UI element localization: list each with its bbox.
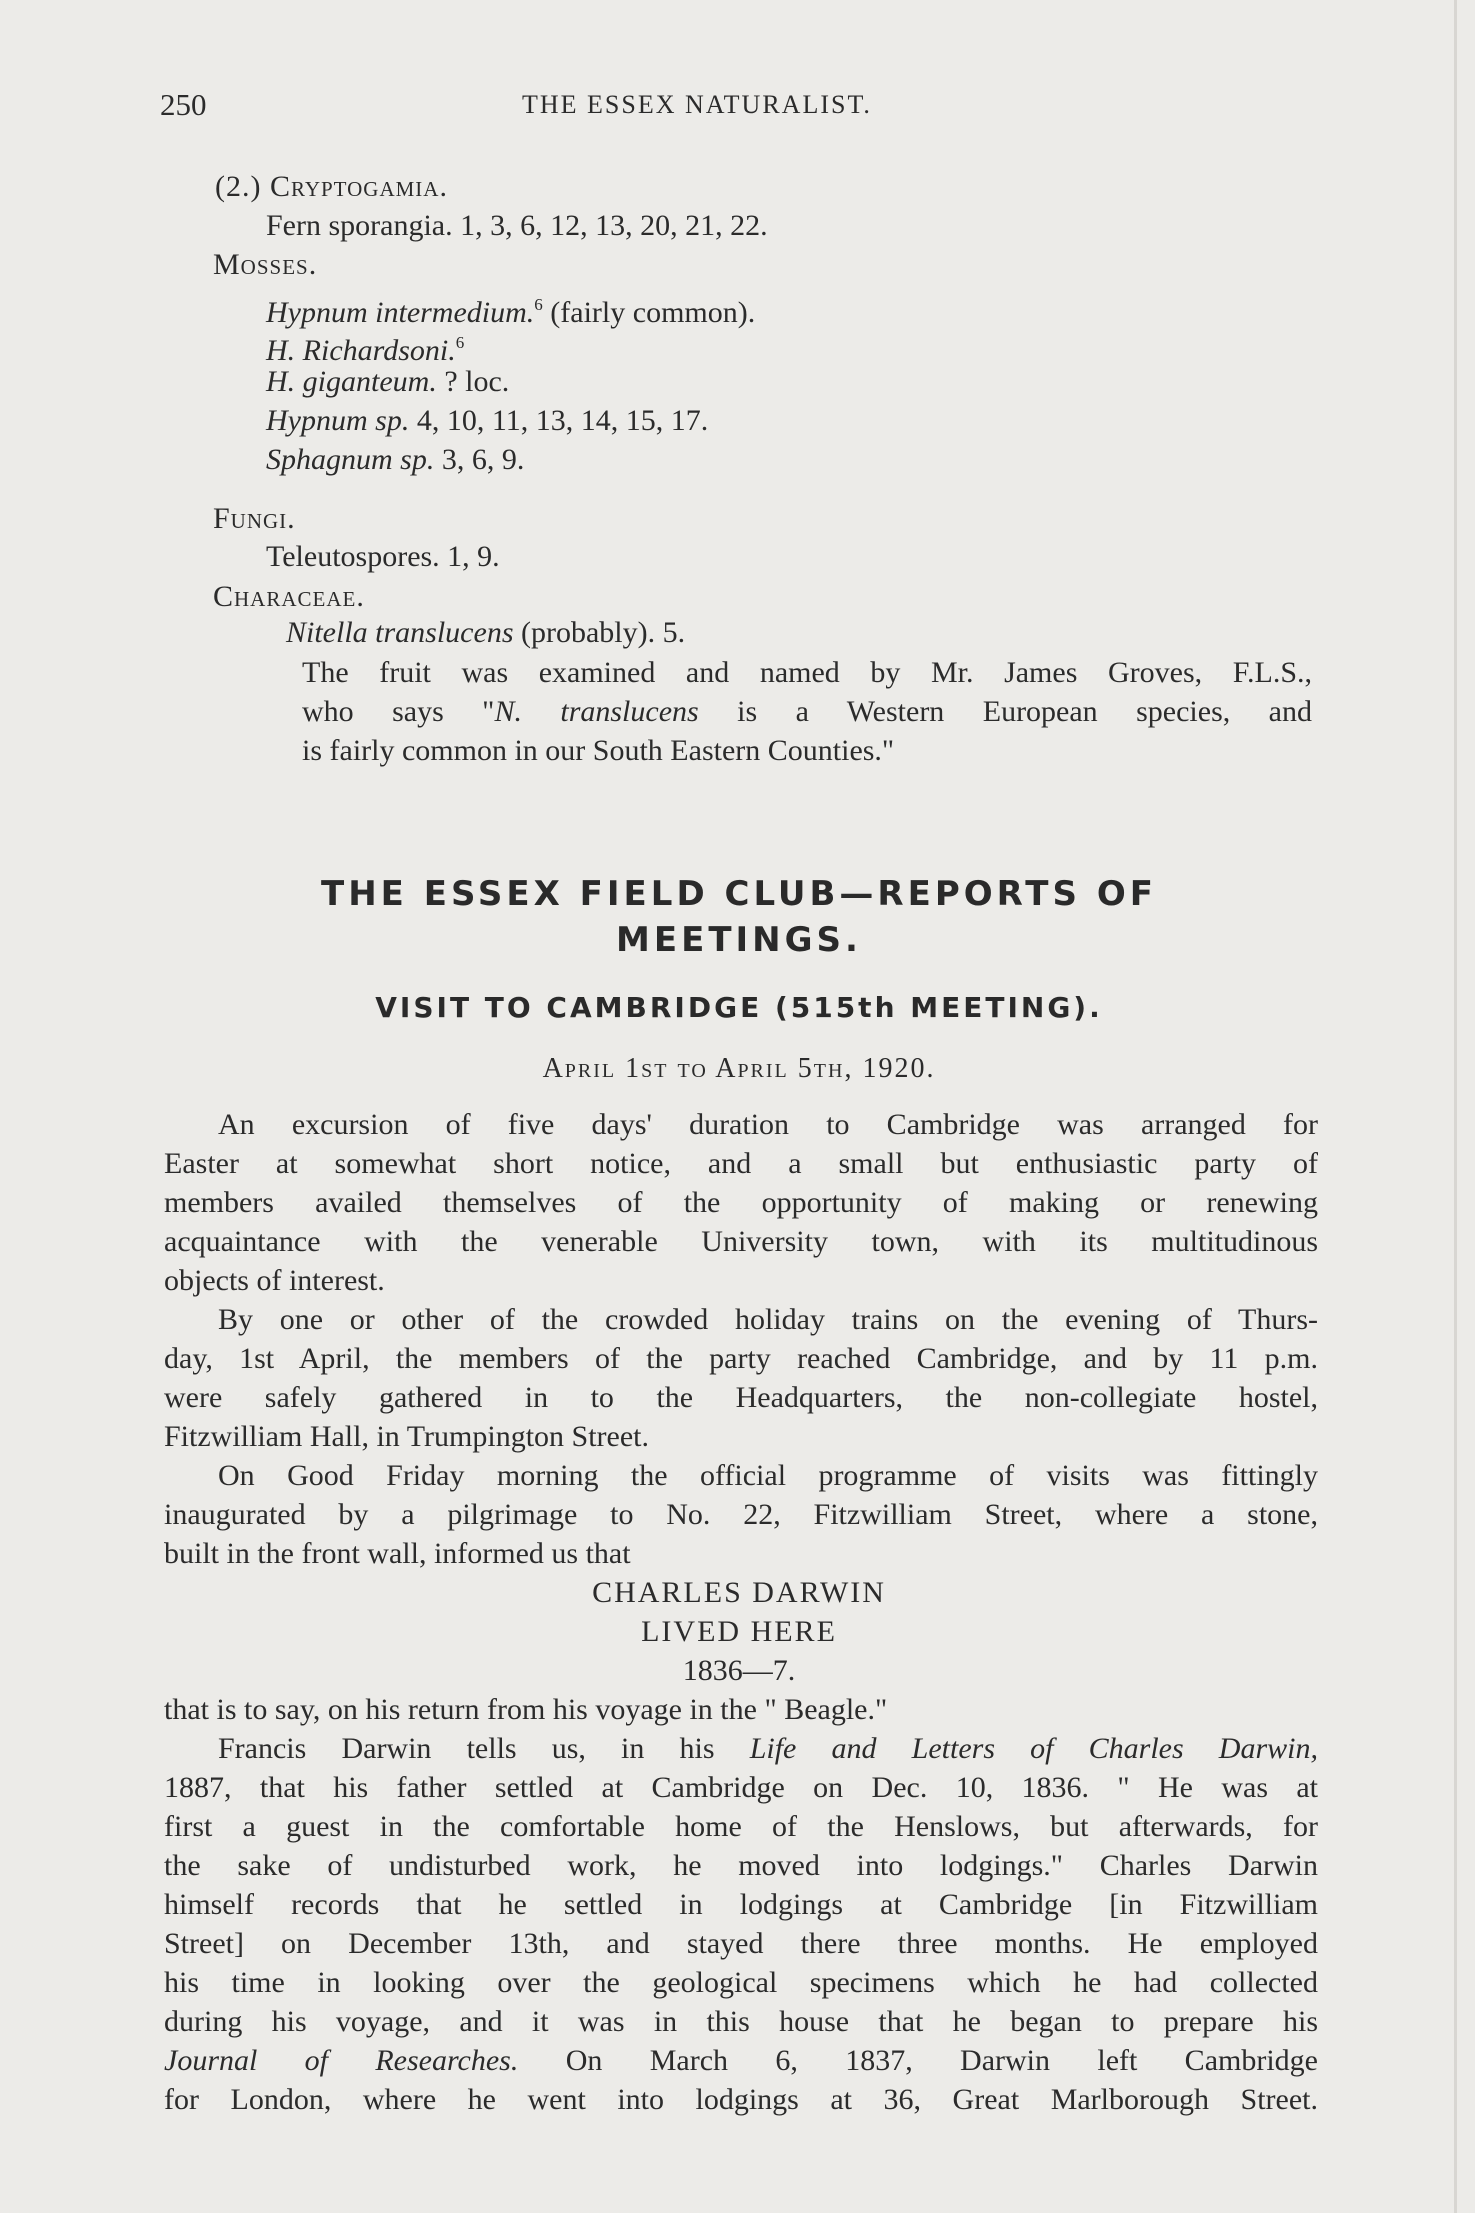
paragraph-line: An excursion of five days' duration to Cambridge was arranged for bbox=[218, 1108, 1318, 1141]
mosses-heading: Mosses. bbox=[213, 248, 318, 281]
paragraph-line bbox=[164, 2042, 1318, 2080]
species-name: H. Richardsoni. bbox=[266, 334, 456, 367]
note-line: is fairly common in our South Eastern Counties." bbox=[302, 734, 895, 767]
meeting-dates: April 1st to April 5th, 1920. bbox=[542, 1053, 936, 1084]
paragraph-line: during his voyage, and it was in this house that he began to prepare his bbox=[164, 2005, 1318, 2038]
fungi-entry: Teleutospores. 1, 9. bbox=[266, 540, 500, 573]
note-text: is a Western European species, and bbox=[698, 695, 1312, 728]
footnote-mark: 6 bbox=[455, 333, 465, 352]
paragraph-line: objects of interest. bbox=[164, 1264, 385, 1297]
running-title: THE ESSEX NATURALIST. bbox=[522, 90, 872, 119]
species-name: Sphagnum sp. bbox=[266, 443, 435, 476]
moss-entry-5 bbox=[266, 441, 524, 479]
species-note: 4, 10, 11, 13, 14, 15, 17. bbox=[409, 404, 709, 437]
inscription-line: 1836—7. bbox=[682, 1654, 796, 1687]
paragraph-line: members availed themselves of the opportunity of making or renewing bbox=[164, 1186, 1318, 1219]
paragraph-line: his time in looking over the geological specimens which he had collected bbox=[164, 1966, 1318, 1999]
paragraph-line: were safely gathered in to the Headquarters, the non-collegiate hostel, bbox=[164, 1381, 1318, 1414]
paragraph-line: Street] on December 13th, and stayed there three months. He employed bbox=[164, 1927, 1318, 1960]
paragraph-line: Easter at somewhat short notice, and a small but enthusiastic party of bbox=[164, 1147, 1318, 1180]
note-line: The fruit was examined and named by Mr. James Groves, F.L.S., bbox=[302, 656, 1312, 689]
page-number: 250 bbox=[160, 87, 207, 122]
paragraph-line: inaugurated by a pilgrimage to No. 22, Fitzwilliam Street, where a stone, bbox=[164, 1498, 1318, 1531]
characeae-heading: Characeae. bbox=[213, 580, 365, 613]
paragraph-line: himself records that he settled in lodgings at Cambridge [in Fitzwilliam bbox=[164, 1888, 1318, 1921]
paragraph-line: On Good Friday morning the official programme of visits was fittingly bbox=[218, 1459, 1318, 1492]
section-title: THE ESSEX FIELD CLUB—REPORTS OF bbox=[321, 874, 1157, 914]
paragraph-line: day, 1st April, the members of the party reached Cambridge, and by 11 p.m. bbox=[164, 1342, 1318, 1375]
species-note: (fairly common). bbox=[542, 296, 756, 329]
inscription-line: CHARLES DARWIN bbox=[592, 1576, 886, 1609]
species-name: Hypnum intermedium. bbox=[266, 296, 535, 329]
paragraph-line: that is to say, on his return from his voyage in the " Beagle." bbox=[164, 1693, 888, 1726]
page-edge-shadow bbox=[1454, 0, 1457, 2213]
note-species: N. translucens bbox=[494, 695, 699, 728]
paragraph-text: On March 6, 1837, Darwin left Cambridge bbox=[518, 2044, 1318, 2077]
paragraph-text: Francis Darwin tells us, in his bbox=[218, 1732, 750, 1765]
cryptogamia-heading: (2.) Cryptogamia. bbox=[215, 170, 448, 203]
section-title-cont: MEETINGS. bbox=[616, 920, 862, 960]
paragraph-line: built in the front wall, informed us that bbox=[164, 1537, 631, 1570]
moss-entry-3 bbox=[266, 363, 509, 401]
footnote-mark: 6 bbox=[534, 295, 543, 314]
paragraph-line: the sake of undisturbed work, he moved into lodgings." Charles Darwin bbox=[164, 1849, 1318, 1882]
species-name: Nitella translucens bbox=[286, 616, 514, 649]
fungi-heading: Fungi. bbox=[213, 502, 296, 535]
nitella-entry bbox=[286, 614, 685, 652]
species-note: ? loc. bbox=[436, 365, 510, 398]
paragraph-line: first a guest in the comfortable home of the Henslows, but afterwards, for bbox=[164, 1810, 1318, 1843]
species-name: Hypnum sp. bbox=[266, 404, 410, 437]
species-note: (probably). 5. bbox=[513, 616, 686, 649]
paragraph-line: By one or other of the crowded holiday trains on the evening of Thurs- bbox=[218, 1303, 1318, 1336]
book-title: Life and Letters of Charles Darwin, bbox=[749, 1732, 1318, 1765]
inscription-line: LIVED HERE bbox=[641, 1615, 837, 1648]
note-line bbox=[302, 693, 1312, 731]
note-text: who says " bbox=[302, 695, 495, 728]
species-name: H. giganteum. bbox=[266, 365, 437, 398]
section-subtitle: VISIT TO CAMBRIDGE (515th MEETING). bbox=[375, 991, 1103, 1024]
paragraph-line: 1887, that his father settled at Cambridge on Dec. 10, 1836. " He was at bbox=[164, 1771, 1318, 1804]
species-note: 3, 6, 9. bbox=[434, 443, 525, 476]
moss-entry-4 bbox=[266, 402, 708, 440]
paragraph-line: for London, where he went into lodgings at 36, Great Marlborough Street. bbox=[164, 2083, 1318, 2116]
book-title: Journal of Researches. bbox=[164, 2044, 519, 2077]
paragraph-line: Fitzwilliam Hall, in Trumpington Street. bbox=[164, 1420, 650, 1453]
paragraph-line: acquaintance with the venerable University town, with its multitudinous bbox=[164, 1225, 1318, 1258]
fern-sporangia-entry: Fern sporangia. 1, 3, 6, 12, 13, 20, 21, 22. bbox=[266, 209, 768, 242]
paragraph-line bbox=[218, 1730, 1318, 1768]
